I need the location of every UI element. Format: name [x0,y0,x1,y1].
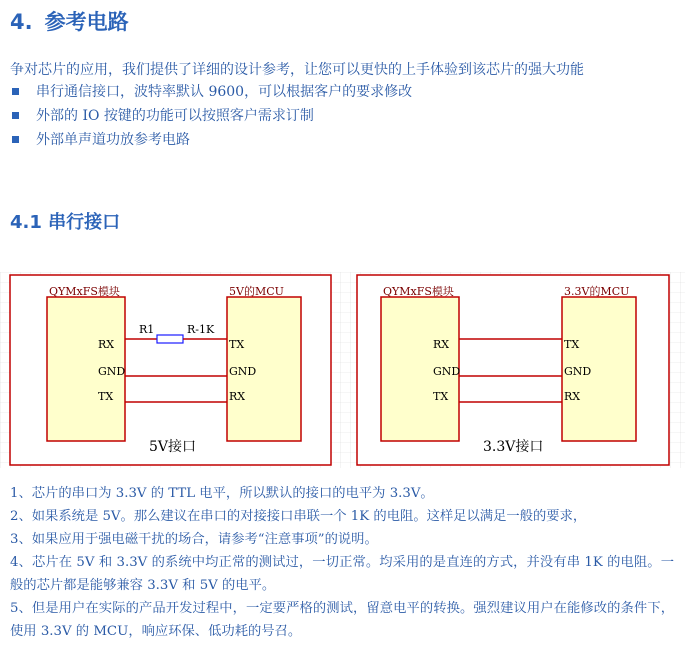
left-pin-label: TX [433,390,449,403]
right-pin-label: TX [564,338,580,351]
resistor-value: R-1K [187,323,215,336]
note-item: 5、但是用户在实际的产品开发过程中，一定要严格的测试，留意电平的转换。强烈建议用户在能修改的条件下，使用 3.3V 的 MCU，响应环保、低功耗的号召。 [10,601,674,639]
list-item: 外部的 IO 按键的功能可以按照客户需求订制 [12,106,412,130]
diagram-3v3 [357,275,669,465]
list-item: 串行通信接口，波特率默认 9600，可以根据客户的要求修改 [12,82,412,106]
right-pin-label: GND [564,365,592,378]
left-pin-label: RX [433,338,450,351]
feature-list [12,82,412,154]
serial-interface-diagram [0,272,685,468]
diagram-5v [10,275,331,465]
notes-list [10,482,674,643]
right-pin-label: RX [229,390,246,403]
left-module-label: QYMxFS模块 [49,285,120,298]
note-item: 1、芯片的串口为 3.3V 的 TTL 电平，所以默认的接口的电平为 3.3V。 [10,486,434,501]
section-title: 参考电路 [44,10,129,34]
right-pin-label: RX [564,390,581,403]
note-item: 4、芯片在 5V 和 3.3V 的系统中均正常的测试过，一切正常。均采用的是直连的方式，并没有串 1K 的电阻。一般的芯片都是能够兼容 3.3V 和 5V 的电平。 [10,555,674,593]
diagram-caption: 3.3V接口 [483,439,544,455]
resistor-label: R1 [139,323,155,336]
right-pin-label: TX [229,338,245,351]
list-item: 外部单声道功放参考电路 [12,130,412,154]
diagram-caption: 5V接口 [149,439,197,455]
square-bullet-icon [12,136,19,143]
left-pin-label: TX [98,390,114,403]
left-pin-label: GND [98,365,126,378]
right-pin-label: GND [229,365,257,378]
note-item: 3、如果应用于强电磁干扰的场合，请参考“注意事项”的说明。 [10,532,378,547]
resistor-icon [157,335,183,343]
subsection-heading: 4.1 串行接口 [10,212,121,233]
right-module-label: 5V的MCU [229,285,284,298]
intro-paragraph: 争对芯片的应用，我们提供了详细的设计参考，让您可以更快的上手体验到该芯片的强大功能 [10,62,584,78]
section-heading [10,6,129,36]
left-pin-label: GND [433,365,461,378]
left-module-label: QYMxFS模块 [383,285,454,298]
square-bullet-icon [12,88,19,95]
square-bullet-icon [12,112,19,119]
right-module-label: 3.3V的MCU [564,285,630,298]
section-number: 4. [10,10,33,34]
left-pin-label: RX [98,338,115,351]
note-item: 2、如果系统是 5V。那么建议在串口的对接接口串联一个 1K 的电阻。这样足以满足一般的要求， [10,509,587,524]
